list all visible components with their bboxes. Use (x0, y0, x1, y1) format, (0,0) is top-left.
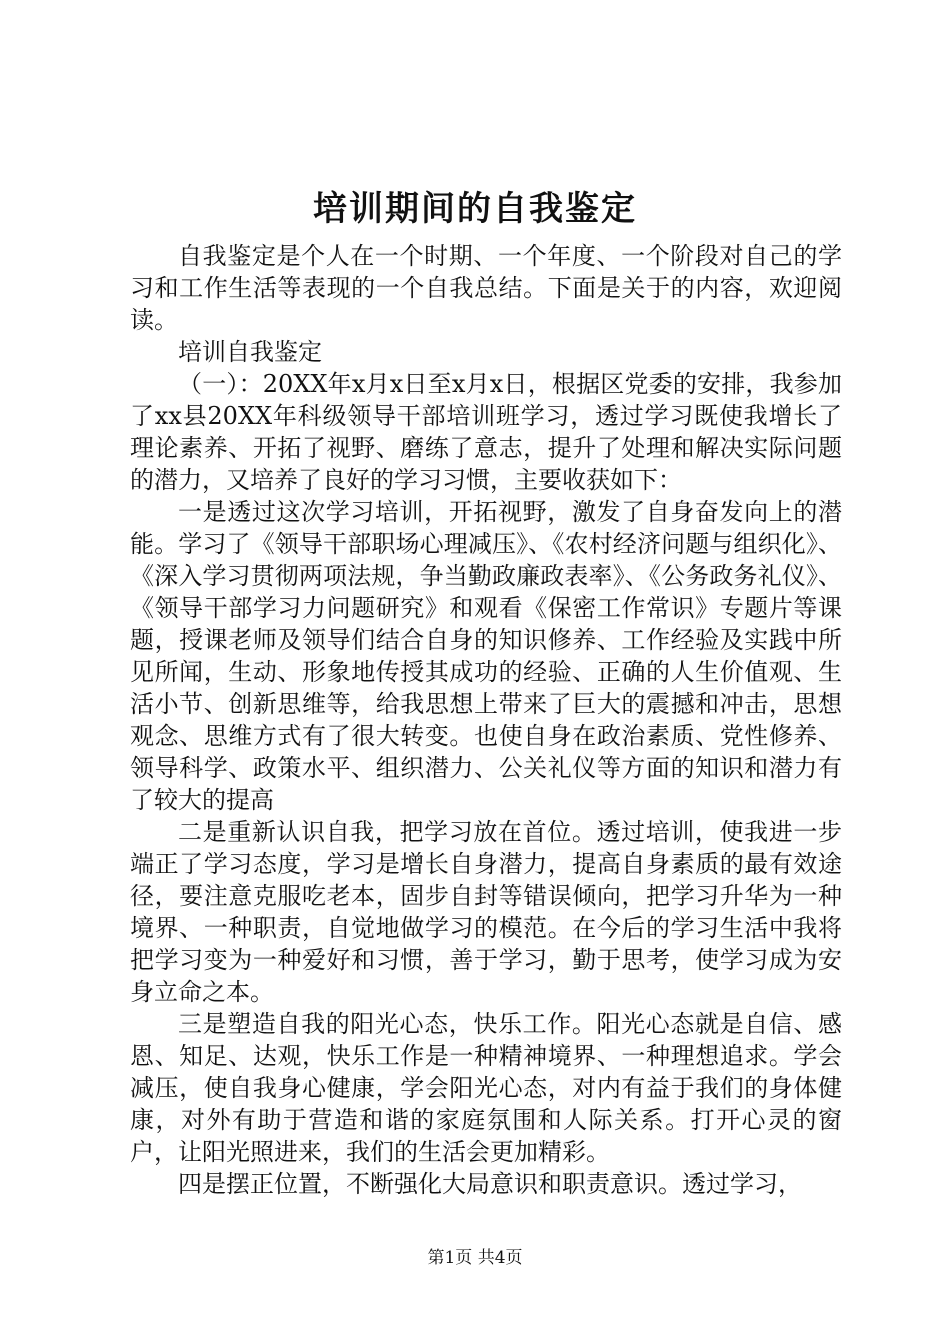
document-title: 培训期间的自我鉴定 (313, 189, 637, 229)
page-number-footer: 第1页 共4页 (427, 1248, 523, 1268)
document-body (130, 240, 842, 1200)
paragraph-point-two: 二是重新认识自我，把学习放在首位。透过培训，使我进一步端正了学习态度，学习是增长自身潜力，提高自身素质的最有效途径，要注意克服吃老本，固步自封等错误倾向，把学习升华为一种境界、一种职责，自觉地做学习的模范。在今后的学习生活中我将把学习变为一种爱好和习惯，善于学习，勤于思考，使学习成为安身立命之本。 (130, 818, 842, 1006)
paragraph-subheading: 培训自我鉴定 (178, 338, 322, 366)
paragraph-intro: 自我鉴定是个人在一个时期、一个年度、一个阶段对自己的学习和工作生活等表现的一个自我总结。下面是关于的内容，欢迎阅读。 (130, 242, 842, 334)
paragraph-point-four: 四是摆正位置，不断强化大局意识和职责意识。透过学习， (178, 1170, 802, 1198)
paragraph-point-one: 一是透过这次学习培训，开拓视野，激发了自身奋发向上的潜能。学习了《领导干部职场心理减压》、《农村经济问题与组织化》、《深入学习贯彻两项法规，争当勤政廉政表率》、《公务政务礼仪》、《领导干部学习力问题研究》和观看《保密工作常识》专题片等课题，授课老师及领导们结合自身的知识修养、工作经验及实践中所见所闻，生动、形象地传授其成功的经验、正确的人生价值观、生活小节、创新思维等，给我思想上带来了巨大的震撼和冲击，思想观念、思维方式有了很大转变。也使自身在政治素质、党性修养、领导科学、政策水平、组织潜力、公关礼仪等方面的知识和潜力有了较大的提高 (130, 498, 842, 814)
paragraph-section-one: （一）：20XX年x月x日至x月x日，根据区党委的安排，我参加了xx县20XX年科级领导干部培训班学习，透过学习既使我增长了理论素养、开拓了视野、磨练了意志，提升了处理和解决实际问题的潜力，又培养了良好的学习习惯，主要收获如下： (130, 370, 842, 494)
paragraph-point-three: 三是塑造自我的阳光心态，快乐工作。阳光心态就是自信、感恩、知足、达观，快乐工作是一种精神境界、一种理想追求。学会减压，使自我身心健康，学会阳光心态，对内有益于我们的身体健康，对外有助于营造和谐的家庭氛围和人际关系。打开心灵的窗户，让阳光照进来，我们的生活会更加精彩。 (130, 1010, 842, 1166)
